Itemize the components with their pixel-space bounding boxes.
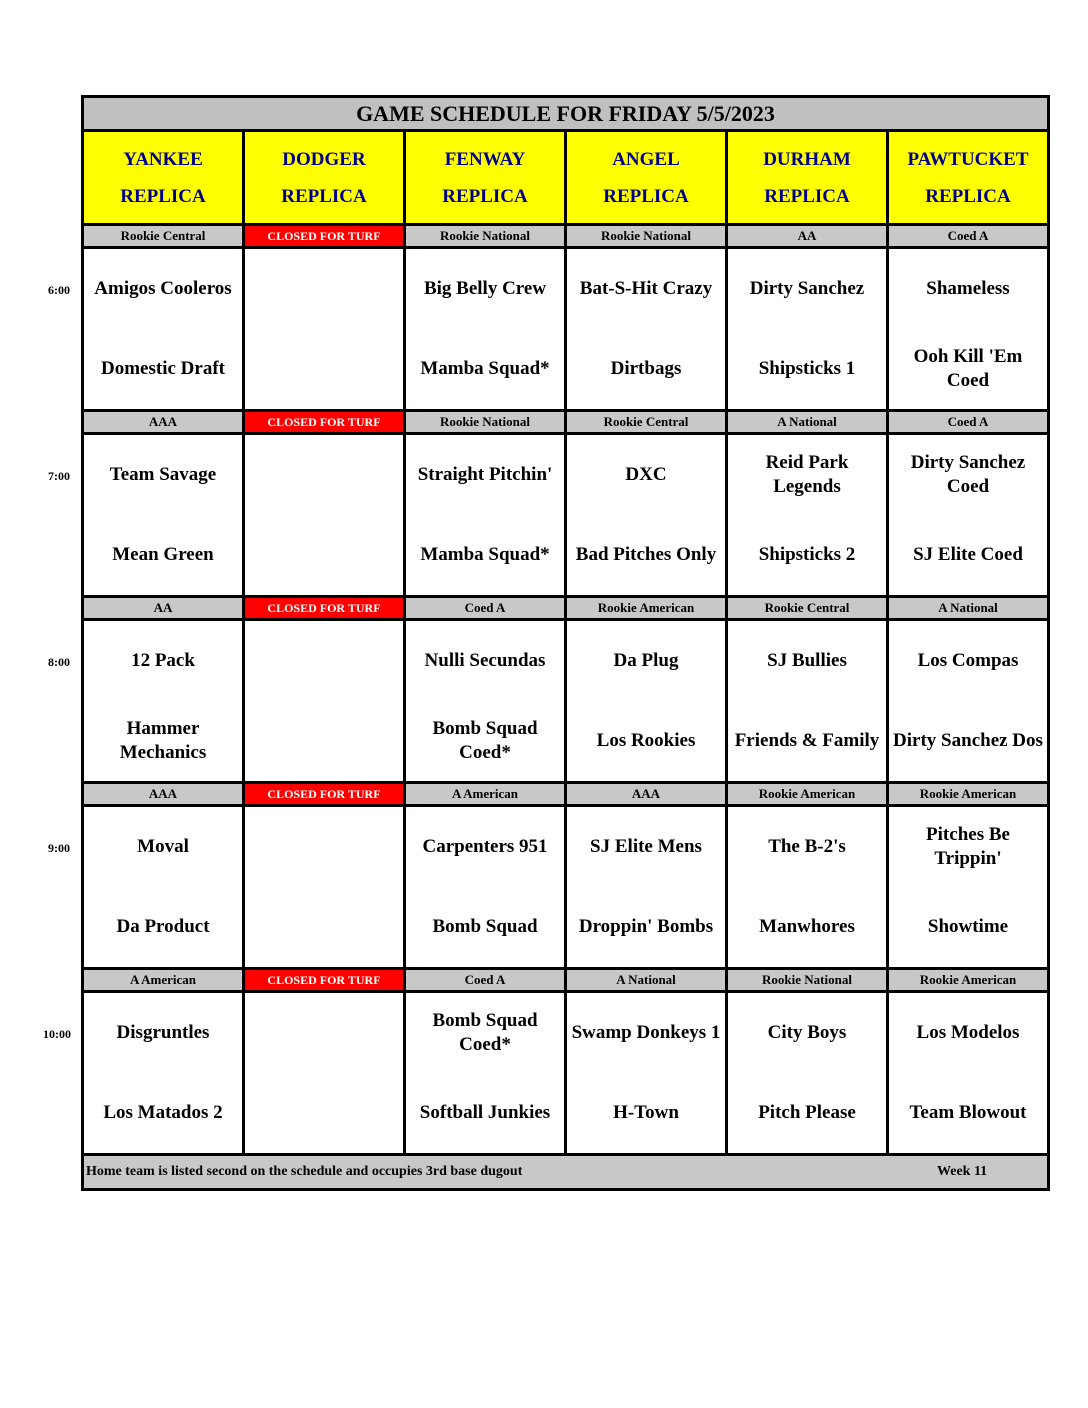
game-row [81,432,1050,595]
away-team: SJ Elite Mens [590,836,702,857]
division-label: A National [728,412,886,432]
division-label: Rookie American [728,784,886,804]
away-team: Los Compas [917,650,1019,671]
game-cell [889,621,1047,781]
away-team [245,807,403,887]
away-team: Team Savage [109,464,217,485]
home-team: SJ Elite Coed [913,544,1023,565]
home-team: Team Blowout [909,1102,1027,1123]
division-label: Rookie National [728,970,886,990]
home-team [245,515,403,595]
division-label: AAA [84,784,242,804]
field-name: DURHAM [763,148,851,170]
division-label: A National [889,598,1047,618]
field-name: FENWAY [444,148,526,170]
away-team: City Boys [767,1022,847,1043]
home-team: Shipsticks 1 [758,358,856,379]
field-header [84,132,242,223]
division-label: Rookie Central [84,226,242,246]
field-subtitle: REPLICA [925,185,1011,207]
game-cell [567,435,725,595]
game-cell [84,621,242,781]
game-cell [728,249,886,409]
game-cell [406,621,564,781]
home-team [245,887,403,967]
home-team: Showtime [927,916,1009,937]
game-cell [567,993,725,1153]
division-label: Rookie Central [728,598,886,618]
game-cell [567,621,725,781]
division-label: Rookie National [406,412,564,432]
away-team [245,621,403,701]
division-label: A National [567,970,725,990]
time-label: 10:00 [43,1027,71,1041]
game-cell [728,621,886,781]
division-label: Coed A [406,598,564,618]
footer-note: Home team is listed second on the schedule and occupies 3rd base dugout [86,1164,523,1179]
field-subtitle: REPLICA [764,185,850,207]
away-team: 12 Pack [131,650,195,671]
time-label: 7:00 [48,469,70,483]
game-cell [889,249,1047,409]
home-team: Los Rookies [596,730,696,751]
game-cell [889,807,1047,967]
field-subtitle: REPLICA [603,185,689,207]
division-label: Rookie American [889,970,1047,990]
away-team [245,993,403,1073]
closed-badge: CLOSED FOR TURF [245,970,403,990]
schedule-footer [81,1153,1050,1191]
game-cell [567,249,725,409]
away-team: Bat-S-Hit Crazy [579,278,713,299]
game-cell [245,249,403,409]
field-subtitle: REPLICA [281,185,367,207]
home-team: Bomb Squad Coed* [432,718,538,763]
game-cell [406,993,564,1153]
closed-badge: CLOSED FOR TURF [245,226,403,246]
game-cell [245,807,403,967]
home-team: Bomb Squad [432,916,538,937]
division-label: AA [84,598,242,618]
division-label: AAA [567,784,725,804]
away-team: Disgruntles [116,1022,210,1043]
home-team [245,1073,403,1153]
home-team: Manwhores [759,916,855,937]
away-team: Shameless [926,278,1010,299]
game-cell [245,435,403,595]
division-label: Rookie American [567,598,725,618]
closed-badge: CLOSED FOR TURF [245,598,403,618]
game-row [81,618,1050,781]
away-team: Reid Park Legends [765,452,849,497]
home-team: Mamba Squad* [420,358,550,379]
time-label: 9:00 [48,841,70,855]
field-name: YANKEE [123,148,203,170]
away-team: Amigos Cooleros [94,278,232,299]
field-subtitle: REPLICA [120,185,206,207]
division-label: Rookie National [567,226,725,246]
home-team: Shipsticks 2 [758,544,856,565]
time-slots [81,223,1050,1153]
away-team: The B-2's [768,836,846,857]
division-label: A American [84,970,242,990]
field-name: DODGER [282,148,366,170]
division-row [81,967,1050,990]
week-label: Week 11 [937,1164,988,1179]
away-team: Carpenters 951 [422,836,548,857]
division-label: AA [728,226,886,246]
home-team: Mamba Squad* [420,544,550,565]
home-team: Mean Green [112,544,214,565]
time-label: 6:00 [48,283,70,297]
home-team: Friends & Family [734,730,880,751]
home-team: Bad Pitches Only [575,544,717,565]
away-team: Moval [137,836,189,857]
field-header-row [81,129,1050,223]
game-row [81,246,1050,409]
division-label: Rookie Central [567,412,725,432]
home-team: H-Town [613,1102,679,1123]
game-cell [84,435,242,595]
field-header [728,132,886,223]
field-name: ANGEL [612,148,680,170]
away-team: Big Belly Crew [423,278,547,299]
away-team: Pitches Be Trippin' [926,824,1010,869]
away-team: DXC [625,464,667,485]
schedule-title: GAME SCHEDULE FOR FRIDAY 5/5/2023 [81,95,1050,129]
time-label: 8:00 [48,655,70,669]
game-cell [889,435,1047,595]
away-team: SJ Bullies [767,650,847,671]
home-team: Dirtbags [610,358,682,379]
away-team: Straight Pitchin' [417,464,553,485]
away-team [245,249,403,329]
field-header [567,132,725,223]
home-team [245,329,403,409]
division-row [81,781,1050,804]
division-row [81,223,1050,246]
away-team: Bomb Squad Coed* [432,1010,538,1055]
game-cell [84,249,242,409]
home-team: Hammer Mechanics [119,718,207,763]
home-team: Domestic Draft [101,358,225,379]
game-cell [567,807,725,967]
away-team: Nulli Secundas [424,650,546,671]
field-header [406,132,564,223]
away-team: Da Plug [613,650,679,671]
field-subtitle: REPLICA [442,185,528,207]
division-label: Coed A [406,970,564,990]
home-team: Droppin' Bombs [578,916,714,937]
division-row [81,595,1050,618]
game-row [81,804,1050,967]
division-label: AAA [84,412,242,432]
schedule-sheet [81,95,1050,1191]
game-cell [406,807,564,967]
field-header [889,132,1047,223]
game-cell [84,807,242,967]
closed-badge: CLOSED FOR TURF [245,412,403,432]
away-team: Dirty Sanchez Coed [910,452,1026,497]
home-team: Da Product [116,916,210,937]
game-cell [728,435,886,595]
home-team: Pitch Please [758,1102,856,1123]
closed-badge: CLOSED FOR TURF [245,784,403,804]
division-label: A American [406,784,564,804]
away-team [245,435,403,515]
home-team: Los Matados 2 [103,1102,223,1123]
game-cell [245,993,403,1153]
field-header [245,132,403,223]
away-team: Swamp Donkeys 1 [571,1022,721,1043]
game-cell [728,807,886,967]
division-label: Rookie American [889,784,1047,804]
division-label: Rookie National [406,226,564,246]
game-cell [84,993,242,1153]
division-label: Coed A [889,412,1047,432]
home-team [245,701,403,781]
game-cell [406,435,564,595]
game-cell [728,993,886,1153]
game-cell [889,993,1047,1153]
away-team: Dirty Sanchez [749,278,865,299]
game-cell [406,249,564,409]
division-label: Coed A [889,226,1047,246]
home-team: Ooh Kill 'Em Coed [913,346,1023,391]
game-row [81,990,1050,1153]
game-cell [245,621,403,781]
home-team: Softball Junkies [419,1102,551,1123]
home-team: Dirty Sanchez Dos [893,730,1043,751]
division-row [81,409,1050,432]
away-team: Los Modelos [916,1022,1020,1043]
field-name: PAWTUCKET [907,148,1029,170]
